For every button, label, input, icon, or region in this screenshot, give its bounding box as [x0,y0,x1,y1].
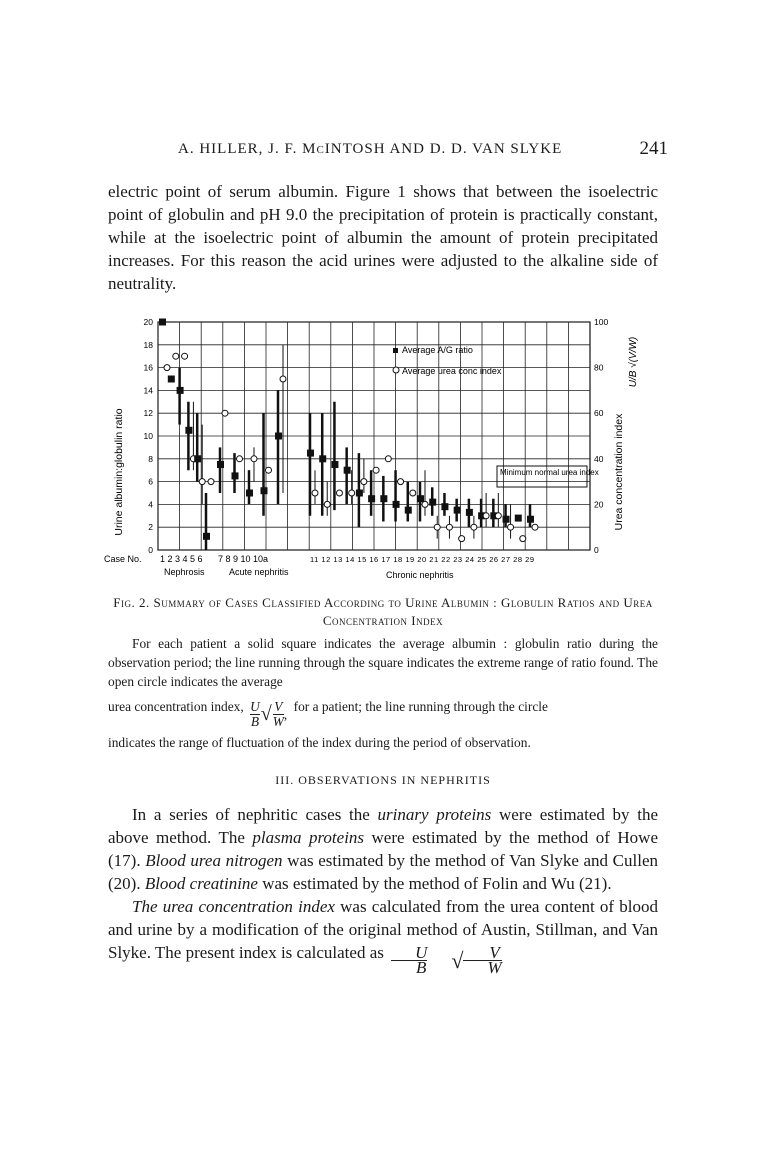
ag-square-point [527,516,534,523]
urea-circle-point [446,524,452,530]
left-tick-label: 0 [148,545,153,555]
urea-circle-point [373,467,379,473]
left-tick-label: 8 [148,453,153,464]
figure-note-p2a: urea concentration index, [108,699,244,714]
ag-square-point [319,455,326,462]
group-label-chronic: Chronic nephritis [386,570,454,580]
urea-circle-point [164,365,170,371]
legend-circle-label: Average urea conc index [402,366,502,376]
formula-v: V [274,699,283,714]
urea-circle-point [266,467,272,473]
urea-circle-point [459,536,465,542]
right-tick-label: 80 [594,362,604,373]
ag-square-point [356,490,363,497]
ag-square-point [344,467,351,474]
ag-square-point [331,461,338,468]
urea-circle-point [199,479,205,485]
cases-chronic: 11 12 13 14 15 16 17 18 19 20 21 22 23 24 25 26 27 28 29 [310,555,534,564]
figure-note-p3: indicates the range of fluctuation of the index during the period of observation. [108,735,531,750]
left-tick-label: 12 [143,408,153,419]
urea-circle-point [495,513,501,519]
ag-square-point [466,509,473,516]
ag-square-point [185,427,192,434]
urea-circle-point [173,353,179,359]
right-tick-label: 20 [594,499,604,510]
urea-circle-point [237,456,243,462]
minimum-normal-label: Minimum normal urea index [500,468,599,477]
right-tick-label: 0 [594,545,599,555]
left-tick-label: 20 [143,317,153,327]
ag-square-point [429,499,436,506]
section-heading: III. OBSERVATIONS IN NEPHRITIS [275,773,491,787]
urea-circle-point [471,524,477,530]
legend-square-label: Average A/G ratio [402,345,473,355]
legend-square-marker [393,348,398,353]
authors: A. HILLER, J. F. McINTOSH AND D. D. VAN SLYKE [178,141,563,157]
chart-grid [158,322,590,550]
body-paragraph-1: In a series of nephritic cases the urinary proteins were estimated by the above method. The plasma proteins were estimated by the method of Howe (17). Blood urea nitrogen was estimated by the method of Van Slyke and Cullen (20). Blood creatinine was estimated by the method of Folin and Wu (21). [108,805,659,893]
figure-note-p2 [108,697,658,729]
urea-circle-point [398,479,404,485]
left-tick-label: 10 [143,431,153,441]
left-tick-label: 18 [143,339,153,350]
urea-circle-point [324,501,330,507]
intro-paragraph: electric point of serum albumin. Figure 1 shows that between the isoelectric point of globulin and pH 9.0 the precipitation of protein is practically constant, while at the isoelectric point of albumin the amount of protein precipitated increases. For this reason the acid urines were adjusted to the alkaline side of neutrality. [108,182,658,293]
urea-circle-point [280,376,286,382]
cases-acute: 7 8 9 10 10a [218,554,269,564]
body-paragraph-2: The urea concentration index was calculated from the urea content of blood and urine by a modification of the original method of Austin, Stillman, and Van Slyke. The present index is calculated as $\frac{U}{B}$ √ $\frac{V}{W}$ [108,897,658,977]
urea-circle-point [434,524,440,530]
urea-index-formula-2: $\frac{U}{B}$ √ $\frac{V}{W}$ [391,946,502,975]
ag-square-point [232,472,239,479]
formula-u: U [250,699,260,714]
group-label-nephrosis: Nephrosis [164,567,205,577]
ag-square-point [368,495,375,502]
right-axis-ticks [594,317,608,555]
urea-index-formula: $\frac{U}{B}$ √ $\frac{V}{W}$ , [250,699,288,729]
urea-circle-point [422,501,428,507]
urea-circle-point [312,490,318,496]
ag-square-point [203,533,210,540]
formula-fraction [250,700,260,729]
urea-circle-point [361,479,367,485]
formula-b: B [250,714,259,729]
ag-square-point [177,387,184,394]
urea-circle-point [251,456,257,462]
figure-caption: Fig. 2. Summary of Cases Classified According to Urine Albumin : Globulin Ratios and Urea Concentration Index [113,595,653,628]
urea-circle-point [520,536,526,542]
ag-square-point [380,495,387,502]
right-tick-label: 40 [594,453,604,464]
group-label-acute: Acute nephritis [229,567,289,577]
ag-square-point [275,433,282,440]
urea-circle-point [182,353,188,359]
left-tick-label: 6 [148,476,153,487]
body-text [108,803,658,975]
right-tick-label: 60 [594,408,604,419]
right-axis-formula: U/B √(V/W) [628,336,639,388]
chart-marks [159,319,538,551]
urea-circle-point [222,410,228,416]
urea-circle-point [349,490,355,496]
urea-circle-point [410,490,416,496]
ag-square-point [405,507,412,514]
left-axis-ticks [144,317,154,555]
ag-square-point [159,319,166,326]
left-tick-label: 2 [148,522,153,533]
formula-root-fraction [273,700,284,729]
ag-square-point [217,461,224,468]
ag-square-point [261,487,268,494]
ag-square-point [515,515,522,522]
urea-circle-point [385,456,391,462]
ag-square-point [194,455,201,462]
case-no-label: Case No. [104,554,142,564]
legend-circle-marker [393,367,399,373]
ag-square-point [168,376,175,383]
left-tick-label: 4 [148,499,153,510]
urea-circle-point [336,490,342,496]
figure-note [108,634,658,752]
right-axis-label: Urea concentration index [613,413,625,531]
sqrt-symbol: √ [260,703,272,725]
ag-square-point [393,501,400,508]
ag-square-point [503,516,510,523]
ag-square-point [417,495,424,502]
ag-square-point [454,507,461,514]
right-tick-label: 100 [594,317,609,327]
figure-note-p2b: for a patient; the line running through the circle [293,699,548,714]
left-tick-label: 16 [143,362,153,373]
ag-square-point [307,450,314,457]
ag-square-point [441,503,448,510]
urea-circle-point [208,479,214,485]
left-tick-label: 14 [143,385,153,396]
figure-2 [100,302,670,592]
cases-nephrosis: 1 2 3 4 5 6 [160,554,203,564]
ag-square-point [246,490,253,497]
legend [393,345,599,487]
urea-circle-point [483,513,489,519]
urea-circle-point [508,524,514,530]
page-number: 241 [639,138,668,159]
formula-w: W [272,714,284,729]
urea-circle-point [532,524,538,530]
summary-chart [100,302,670,592]
figure-note-p1: For each patient a solid square indicates the average albumin : globulin ratio during the observation period; the line running through the square indicates the extreme range of ratio found. The open circle indicates the average [108,636,658,689]
left-axis-label: Urine albumin:globulin ratio [113,408,125,536]
